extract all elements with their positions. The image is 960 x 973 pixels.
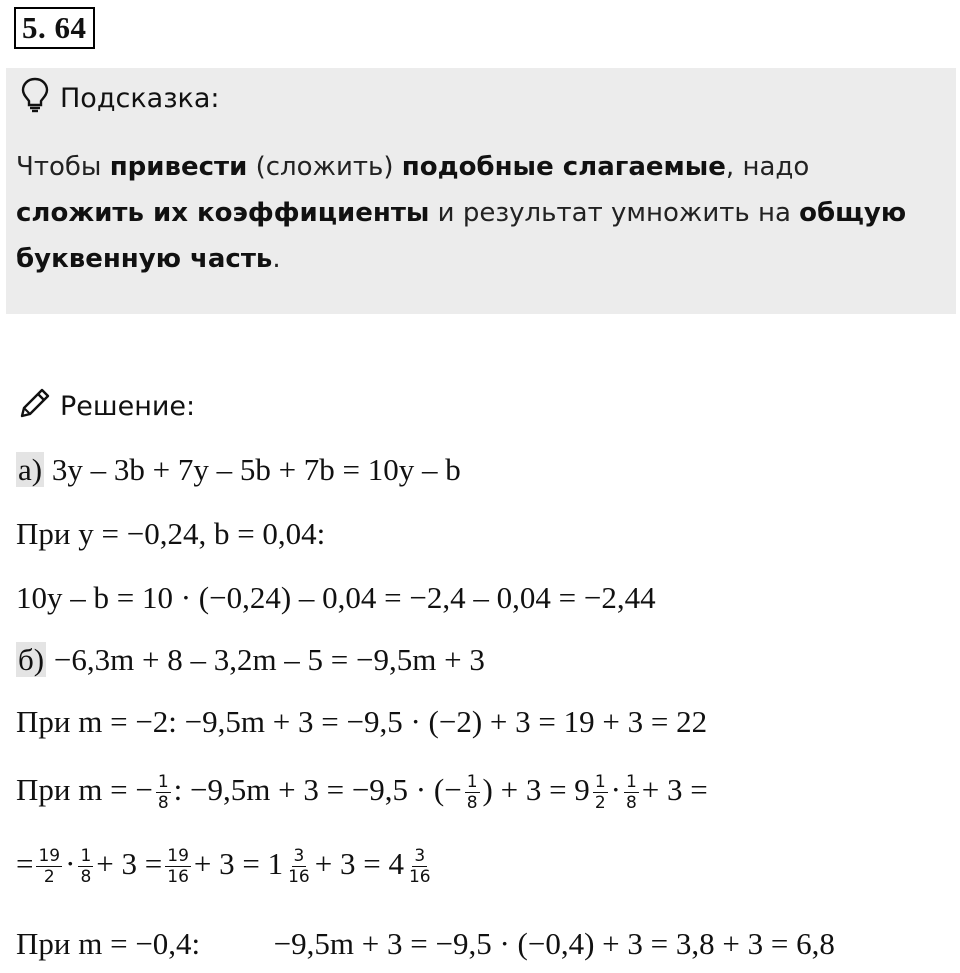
equation-text: · — [610, 772, 621, 807]
numerator: 1 — [625, 772, 637, 793]
denominator: 2 — [43, 867, 55, 888]
numerator: 1 — [80, 846, 92, 867]
numerator: 19 — [167, 846, 189, 867]
equation-text: · — [65, 846, 76, 881]
solution-title: Решение: — [60, 390, 196, 422]
fraction — [465, 772, 480, 813]
denominator: 16 — [288, 867, 310, 888]
numerator: 3 — [414, 846, 426, 867]
denominator: 8 — [625, 793, 637, 814]
equation-text: = — [16, 846, 34, 881]
equation-text: : −9,5m + 3 = −9,5 · (− — [173, 772, 462, 807]
numerator: 1 — [594, 772, 606, 793]
denominator: 2 — [594, 793, 606, 814]
hint-text-part: . — [272, 244, 281, 274]
equation-text: ) + 3 = 9 — [482, 772, 590, 807]
hint-text-part: Чтобы — [16, 152, 110, 182]
part-b-expression: −6,3m + 8 – 3,2m – 5 = −9,5m + 3 — [53, 642, 485, 677]
hint-title: Подсказка: — [60, 82, 220, 114]
fraction — [78, 846, 93, 887]
hint-box — [6, 68, 956, 314]
fraction — [624, 772, 639, 813]
denominator: 8 — [466, 793, 478, 814]
part-a-line — [16, 452, 461, 488]
given-a-line: При y = −0,24, b = 0,04: — [16, 516, 326, 551]
equation-text: + 3 = — [641, 772, 708, 807]
equation-text: + 3 = — [96, 846, 163, 881]
hint-text — [16, 144, 936, 282]
equation-text: При m = − — [16, 772, 153, 807]
calc-b1-line: При m = −2: −9,5m + 3 = −9,5 · (−2) + 3 = 19 + 3 = 22 — [16, 704, 708, 739]
calc-b2-line — [16, 772, 708, 813]
hint-bold-part: подобные слагаемые — [401, 152, 726, 182]
fraction — [286, 846, 312, 887]
denominator: 8 — [157, 793, 169, 814]
fraction — [36, 846, 62, 887]
hint-text-part: , надо — [725, 152, 810, 182]
numerator: 19 — [38, 846, 61, 867]
part-b-label: б) — [18, 642, 45, 677]
equation-text: + 3 = 1 — [193, 846, 284, 881]
hint-text-part: (сложить) — [247, 152, 402, 182]
hint-bold-part: привести — [109, 152, 248, 182]
solution-header — [18, 386, 195, 426]
hint-text-part: и результат умножить на — [429, 198, 800, 228]
fraction — [593, 772, 608, 813]
fraction — [407, 846, 433, 887]
equation-text: + 3 = 4 — [314, 846, 404, 881]
calc-b4-right: −9,5m + 3 = −9,5 · (−0,4) + 3 = 3,8 + 3 = 6,8 — [273, 926, 835, 961]
part-a-label: а) — [18, 452, 43, 487]
pencil-icon — [18, 386, 60, 427]
fraction — [156, 772, 171, 813]
denominator: 16 — [167, 867, 189, 888]
numerator: 1 — [466, 772, 478, 793]
denominator: 8 — [80, 867, 92, 888]
hint-bold-part: общую буквенную часть — [16, 198, 907, 274]
part-b-line — [16, 642, 485, 678]
calc-a-line: 10y – b = 10 · (−0,24) – 0,04 = −2,4 – 0,04 = −2,44 — [16, 580, 656, 615]
lightbulb-icon — [20, 77, 60, 120]
problem-number: 5. 64 — [14, 7, 95, 49]
part-a-expression: 3y – 3b + 7y – 5b + 7b = 10y – b — [51, 452, 461, 487]
calc-b3-line — [16, 846, 436, 887]
calc-b4-line — [16, 926, 835, 962]
fraction — [165, 846, 191, 887]
hint-bold-part: сложить их коэффициенты — [16, 198, 430, 228]
hint-header — [20, 80, 220, 116]
calc-b4-left: При m = −0,4: — [16, 926, 201, 961]
denominator: 16 — [408, 867, 431, 888]
numerator: 1 — [157, 772, 169, 793]
numerator: 3 — [293, 846, 305, 867]
